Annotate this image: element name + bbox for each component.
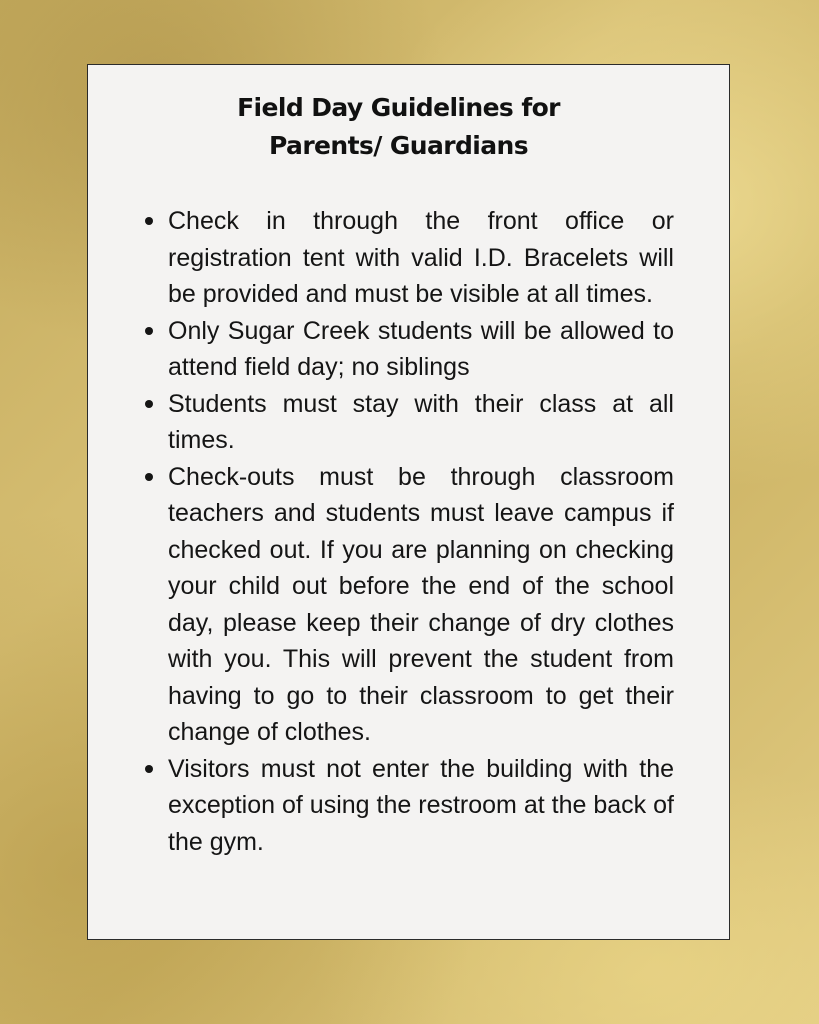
list-item-text: Visitors must not enter the building with the exception of using the restroom at the back of the gym. bbox=[168, 754, 674, 856]
list-item bbox=[168, 459, 674, 751]
list-item bbox=[168, 751, 674, 861]
list-item-text: Check in through the front office or registration tent with valid I.D. Bracelets will be provided and must be visible at all times. bbox=[168, 207, 674, 308]
list-item-text: Only Sugar Creek students will be allowed to attend field day; no siblings bbox=[168, 316, 674, 381]
title-line-1: Field Day Guidelines for bbox=[237, 93, 560, 122]
bullet-icon bbox=[145, 473, 153, 481]
guidelines-card bbox=[87, 64, 730, 940]
bullet-icon bbox=[145, 217, 153, 225]
list-item bbox=[168, 313, 674, 386]
list-item bbox=[168, 203, 674, 313]
guidelines-list bbox=[168, 203, 674, 860]
bullet-icon bbox=[145, 400, 153, 408]
list-item-text: Check-outs must be through classroom teachers and students must leave campus if checked out. If you are planning on checking your child out before the end of the school day, please keep their change of dry clothes with you. This will prevent the student from having to go to their classroom to get their change of clothes. bbox=[168, 462, 674, 746]
title-line-2: Parents/ Guardians bbox=[269, 131, 528, 160]
bullet-icon bbox=[145, 327, 153, 335]
list-item-text: Students must stay with their class at all times. bbox=[168, 389, 674, 454]
list-item bbox=[168, 386, 674, 459]
bullet-icon bbox=[145, 765, 153, 773]
page-title bbox=[88, 89, 729, 165]
